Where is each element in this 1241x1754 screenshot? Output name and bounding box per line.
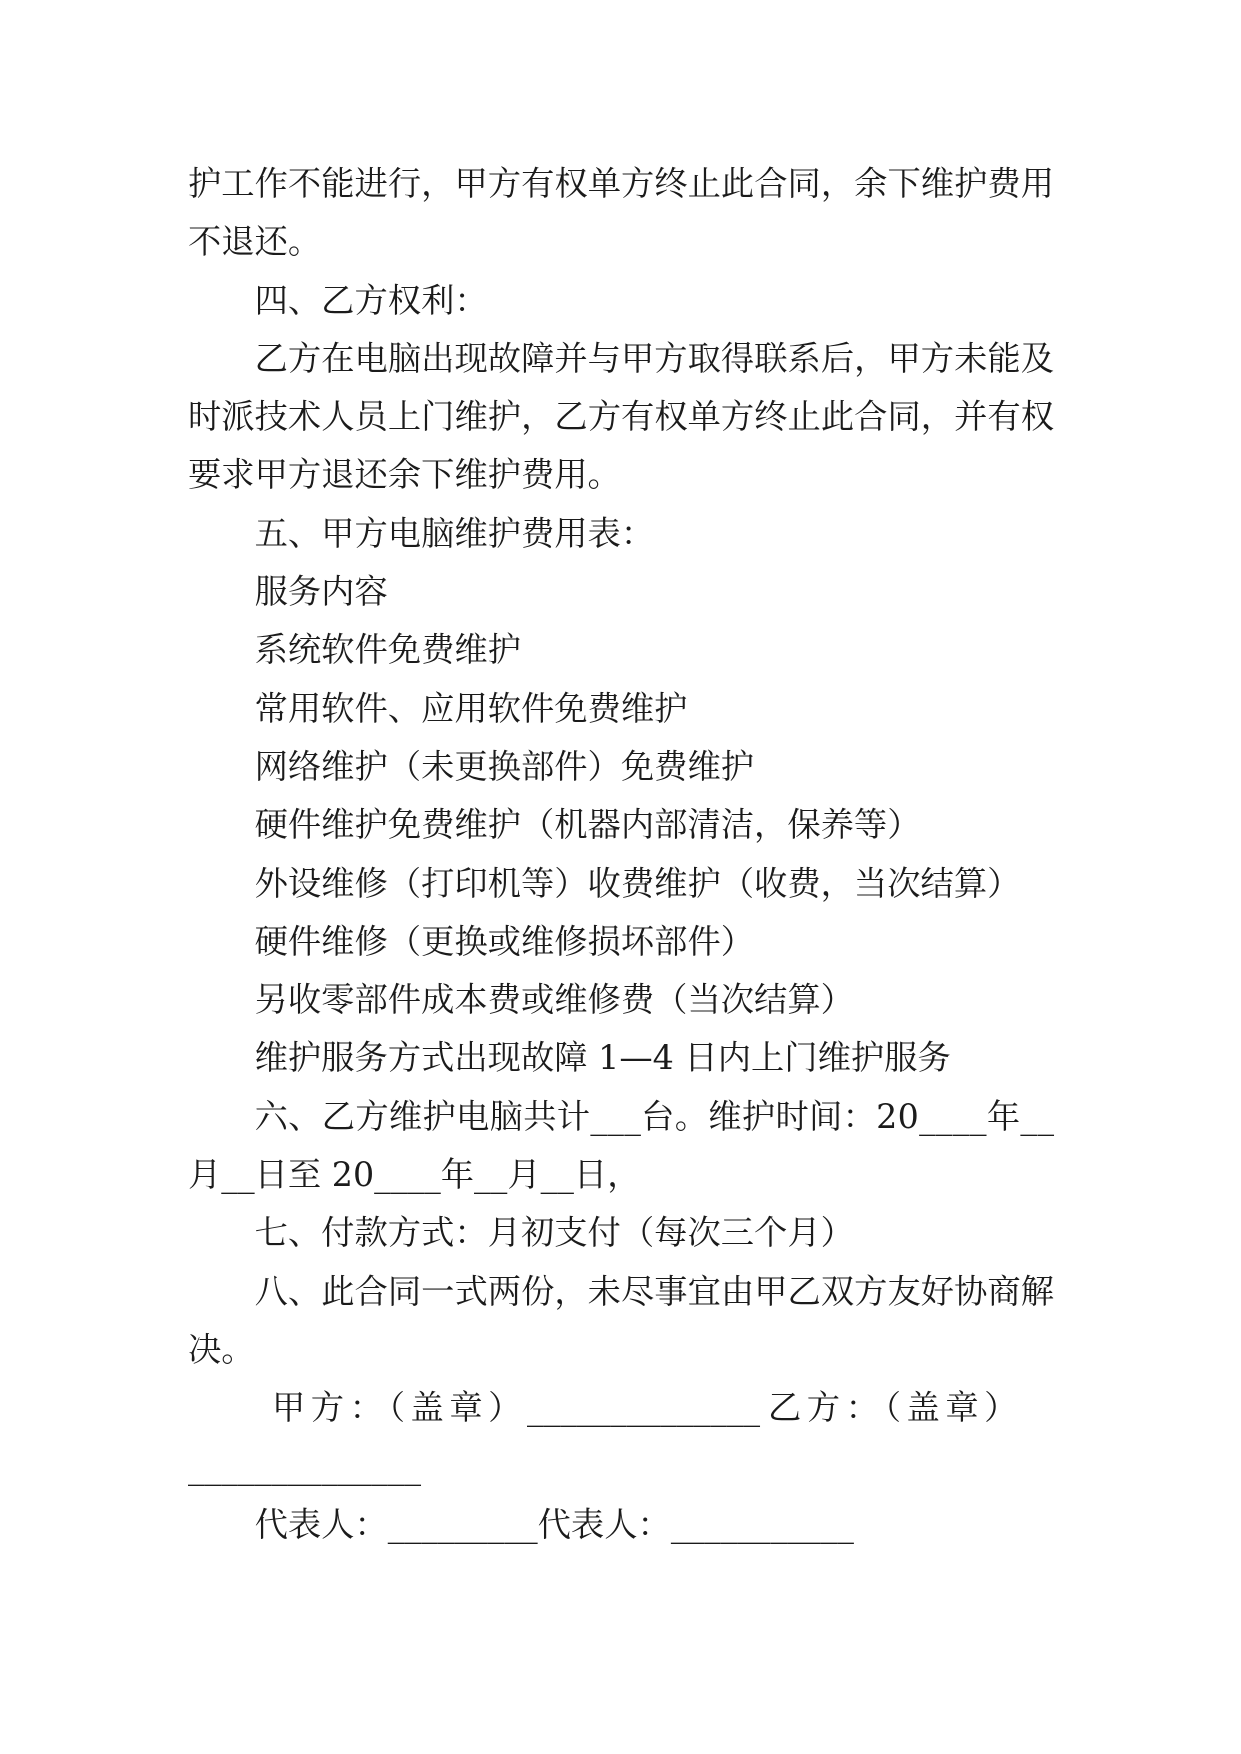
clause-4-body-line: 要求甲方退还余下维护费用。	[188, 455, 621, 495]
clause-4-body-line: 乙方在电脑出现故障并与甲方取得联系后，甲方未能及	[254, 338, 1055, 378]
fee-table-item: 系统软件免费维护	[254, 630, 521, 670]
clause-7-text: 七、付款方式：月初支付（每次三个月）	[254, 1213, 854, 1253]
signature-row-representatives	[188, 1496, 1054, 1554]
fee-table-item: 另收零部件成本费或维修费（当次结算）	[254, 980, 854, 1020]
party-a-seal-label: 甲方：（盖章）	[272, 1388, 527, 1428]
fee-table-item: 常用软件、应用软件免费维护	[254, 688, 688, 728]
representative-a-label: 代表人：	[254, 1504, 388, 1544]
fee-table-item: 网络维护（未更换部件）免费维护	[254, 746, 755, 786]
party-b-signature-blank: ______________	[188, 1446, 422, 1486]
signature-row-parties	[188, 1379, 1054, 1437]
clause-4-body-line: 时派技术人员上门维护，乙方有权单方终止此合同，并有权	[188, 397, 1055, 437]
representative-b-label: 代表人：	[537, 1504, 671, 1544]
fee-table-item: 外设维修（打印机等）收费维护（收费，当次结算）	[254, 863, 1021, 903]
fee-table-header: 服务内容	[254, 572, 388, 612]
party-b-seal-label: 乙方：（盖章）	[768, 1388, 1023, 1428]
representative-b-blank: ___________	[670, 1504, 854, 1544]
clause-6-line: 月__日至 20____年__月__日，	[188, 1155, 641, 1195]
representative-a-blank: _________	[387, 1504, 538, 1544]
clause-5-heading: 五、甲方电脑维护费用表：	[254, 513, 655, 553]
clause-8-line: 八、此合同一式两份，未尽事宜由甲乙双方友好协商解	[254, 1271, 1055, 1311]
clause-3-continuation-line: 不退还。	[188, 222, 322, 262]
clause-6-line: 六、乙方维护电脑共计___台。维护时间：20____年__	[254, 1096, 1055, 1136]
document-page	[188, 155, 1054, 1554]
fee-table-item: 硬件维修（更换或维修损坏部件）	[254, 921, 755, 961]
clause-8-line: 决。	[188, 1329, 255, 1369]
clause-3-continuation-line: 护工作不能进行，甲方有权单方终止此合同，余下维护费用	[188, 164, 1055, 203]
fee-table-item: 硬件维护免费维护（机器内部清洁，保养等）	[254, 805, 921, 845]
party-a-signature-blank: ______________	[526, 1388, 761, 1428]
clause-4-heading: 四、乙方权利：	[254, 280, 488, 320]
fee-table-item: 维护服务方式出现故障 1—4 日内上门维护服务	[254, 1038, 951, 1078]
